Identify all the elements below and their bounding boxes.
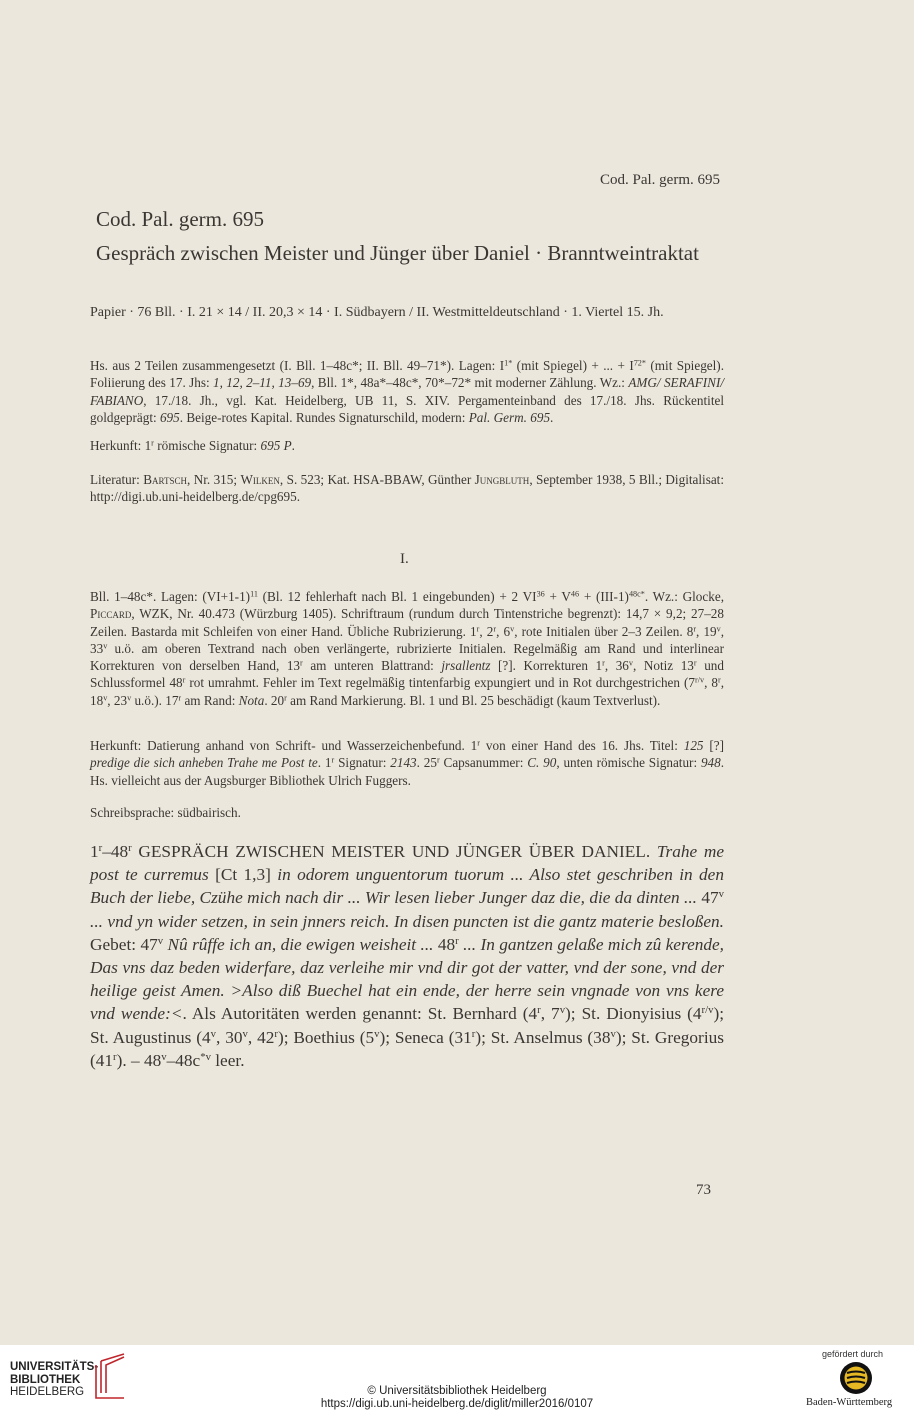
- section-heading: I.: [400, 551, 409, 567]
- funding-note: gefördert durch: [822, 1349, 884, 1359]
- running-head: Cod. Pal. germ. 695: [600, 172, 720, 188]
- page-number: 73: [696, 1182, 711, 1198]
- viewer-footer: [0, 1345, 914, 1411]
- provenance-paragraph: Herkunft: 1$^r$ römische Signatur: 695 P.: [90, 438, 295, 453]
- permalink[interactable]: https://digi.ub.uni-heidelberg.de/diglit/miller2016/0107: [320, 1397, 594, 1410]
- library-name[interactable]: UNIVERSITÄTS- BIBLIOTHEK HEIDELBERG: [10, 1361, 99, 1398]
- codex-title: Cod. Pal. germ. 695: [96, 207, 264, 231]
- work-title: Gespräch zwischen Meister und Jünger über Daniel · Branntweintraktat: [96, 241, 699, 265]
- literature-paragraph: Literatur: Bartsch, Nr. 315; Wilken, S. 523; Kat. HSA-BBAW, Günther Jungbluth, September 1938, 5 Bll.; Digitalisat: http://digi.ub.uni-heidelberg.de/cpg695.: [90, 472, 725, 505]
- provenance-paragraph-part1: Herkunft: Datierung anhand von Schrift- und Wasserzeichenbefund. 1$^r$ von einer Hand des 16. Jhs. Titel: 125 [?] predige die sich anheben Trahe me Post te. 1$^r$ Signatur: 2143. 25$^r$ Capsanummer: C. 90, unten römische Signatur: 948. Hs. vielleicht aus der Augsburger Bibliothek Ulrich Fuggers.: [90, 738, 725, 788]
- funder-name: Baden-Württemberg: [806, 1397, 893, 1408]
- content-paragraph: 1$^r$–48$^r$ GESPRÄCH ZWISCHEN MEISTER UND JÜNGER ÜBER DANIEL. Trahe me post te curremus [Ct 1,3] in odorem unguentorum tuorum ... Also stet geschriben in den Buch der liebe, Czühe mich nach dir ... Wir lesen lieber Junger daz die, die da dinten ... 47$^v$ ... vnd yn wider setzen, in sein jnners reich. In disen puncten ist die gantz materie besloßen. Gebet: 47$^v$ Nû rûffe ich an, die ewigen weisheit ... 48$^r$ ... In gantzen gelaße mich zû kerende, Das vns daz beden widerfare, daz verleihe mir vnd dir got der vatter, vnd der sone, vnd der heilige geist Amen. >Also diß Buechel hat ein ende, der herre sein vngnade von vns kere vnd wende:<. Als Autoritäten werden genannt: St. Bernhard (4$^r$, 7$^v$); St. Dionyisius $(4^{r/v})$; St. Augustinus (4$^v$, 30$^v$, 42$^r$); Boethius (5$^v$); Seneca (31$^r$); St. Anselmus (38$^v$); St. Gregorius (41$^r$). – $48^v-48c^{*v}$ leer.: [90, 842, 725, 1070]
- codicology-paragraph: Hs. aus 2 Teilen zusammengesetzt (I. Bll. 1–48c*; II. Bll. 49–71*). Lagen: $I^{1*}$ (mit Spiegel) + ... + $I^{72*}$ (mit Spiegel). Foliierung des 17. Jhs: 1, 12, 2–11, 13–69, Bll. 1*, 48a*–48c*, 70*–72* mit moderner Zählung. Wz.: AMG/ SERAFINI/ FABIANO, 17./18. Jh., vgl. Kat. Heidelberg, UB 11, S. XIV. Pergamenteinband des 17./18. Jhs. Rückentitel goldgeprägt: 695. Beige-rotes Kapital. Rundes Signaturschild, modern: Pal. Germ. 695.: [90, 358, 724, 425]
- physical-description: Papier · 76 Bll. · I. 21 × 14 / II. 20,3 × 14 · I. Südbayern / II. Westmitteldeutschland · 1. Viertel 15. Jh.: [90, 305, 664, 320]
- copyright-notice: © Universitätsbibliothek Heidelberg https://digi.ub.uni-heidelberg.de/diglit/miller2016/0107: [0, 1385, 914, 1410]
- language-paragraph: Schreibsprache: südbairisch.: [90, 805, 241, 820]
- part-description: Bll. 1–48c*. Lagen: $(VI+1-1)^{11}$ (Bl. 12 fehlerhaft nach Bl. 1 eingebunden) + 2 $VI^{36} + V^{46} + (III-1)^{48c*}$. Wz.: Glocke, Piccard, WZK, Nr. 40.473 (Würzburg 1405). Schriftraum (rundum durch Tintenstriche begrenzt): 14,7 × 9,2; 27–28 Zeilen. Bastarda mit Schleifen von einer Hand. Übliche Rubrizierung. 1$^r$, 2$^r$, 6$^v$, rote Initialen über 2–3 Zeilen. 8$^r$, 19$^v$, 33$^v$ u.ö. am oberen Textrand nach oben verlängerte, rubrizierte Initialen. Regelmäßig am Rand und interlinear Korrekturen von derselben Hand, 13$^r$ am unteren Blattrand: jrsallentz [?]. Korrekturen 1$^r$, 36$^v$, Notiz 13$^r$ und Schlussformel 48$^r$ rot umrahmt. Fehler im Text regelmäßig tintenfarbig expungiert und in Rot durchgestrichen ($7^{r/v}$, 8$^r$, 18$^v$, 23$^v$ u.ö.). 17$^r$ am Rand: Nota. 20$^r$ am Rand Markierung. Bl. 1 und Bl. 25 beschädigt (kaum Textverlust).: [90, 589, 725, 708]
- baden-wuerttemberg-emblem-icon[interactable]: [839, 1361, 873, 1395]
